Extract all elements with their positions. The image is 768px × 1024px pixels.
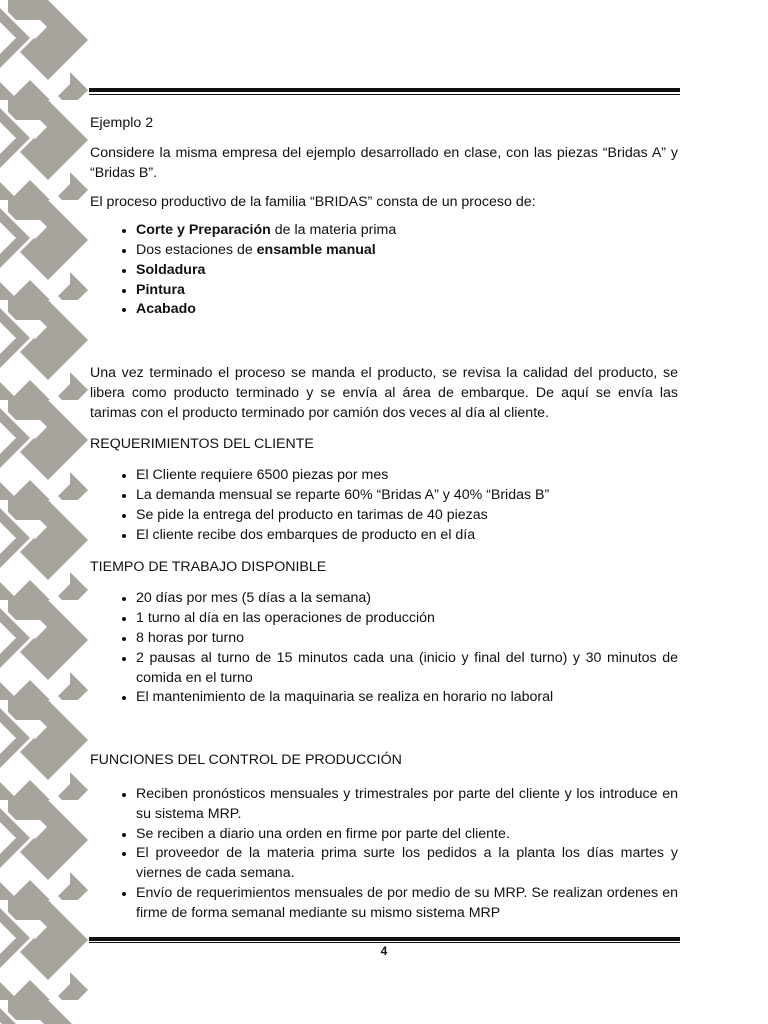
- list-item: • El mantenimiento de la maquinaria se realiza en horario no laboral: [136, 688, 678, 708]
- list-item: • 20 días por mes (5 días a la semana): [136, 589, 678, 609]
- list-item-text: Dos estaciones de: [136, 241, 257, 258]
- list-item: • Reciben pronósticos mensuales y trimestrales por parte del cliente y los introduce en su sistema MRP.: [136, 785, 678, 825]
- intro-paragraph: Considere la misma empresa del ejemplo desarrollado en clase, con las piezas “Bridas A” y “Bridas B”.: [90, 144, 678, 181]
- page-number: 4: [380, 944, 388, 958]
- header-rule-thick: [89, 88, 680, 92]
- decorative-greek-key-border: [0, 0, 92, 1024]
- bold-term: Soldadura: [136, 261, 206, 278]
- list-item: • Se pide la entrega del producto en tarimas de 40 piezas: [136, 506, 678, 526]
- process-intro: El proceso productivo de la familia “BRIDAS” consta de un proceso de:: [90, 194, 536, 211]
- list-item: • Envío de requerimientos mensuales de por medio de su MRP. Se realizan ordenes en firme de forma semanal mediante su mismo sistema MRP: [136, 884, 678, 924]
- section-title: FUNCIONES DEL CONTROL DE PRODUCCIÓN: [90, 752, 402, 769]
- footer-rule-thick: [89, 937, 680, 941]
- section-title: TIEMPO DE TRABAJO DISPONIBLE: [90, 558, 327, 575]
- list-item: • 2 pausas al turno de 15 minutos cada una (inicio y final del turno) y 30 minutos de comida en el turno: [136, 649, 678, 689]
- bold-term: ensamble manual: [256, 241, 376, 258]
- process-list: [90, 221, 678, 320]
- bold-term: Corte y Preparación: [136, 222, 271, 239]
- list-item: [136, 261, 678, 281]
- header-rule-thin: [89, 94, 680, 95]
- list-item: • El Cliente requiere 6500 piezas por mes: [136, 466, 678, 486]
- list-item: [136, 300, 678, 320]
- section-title: REQUERIMIENTOS DEL CLIENTE: [90, 435, 314, 452]
- closing-paragraph: Una vez terminado el proceso se manda el producto, se revisa la calidad del producto, se libera como producto terminado y se envía al área de embarque. De aquí se envía las tarimas con el producto terminado por camión dos veces al día al cliente.: [90, 365, 678, 421]
- list-item: [136, 281, 678, 301]
- list-item-text: de la materia prima: [270, 222, 397, 239]
- list-item: [136, 241, 678, 261]
- work-time-list: [90, 589, 678, 708]
- list-item: • El cliente recibe dos embarques de producto en el día: [136, 526, 678, 546]
- document-body: [90, 114, 678, 924]
- list-item: • Se reciben a diario una orden en firme por parte del cliente.: [136, 825, 678, 845]
- footer-rule-thin: [89, 942, 680, 943]
- production-control-list: [90, 785, 678, 924]
- bold-term: Acabado: [136, 301, 196, 318]
- example-heading: Ejemplo 2: [90, 115, 154, 131]
- list-item: • 1 turno al día en las operaciones de producción: [136, 609, 678, 629]
- list-item: • La demanda mensual se reparte 60% “Bridas A” y 40% “Bridas B”: [136, 486, 678, 506]
- list-item: • El proveedor de la materia prima surte los pedidos a la planta los días martes y viernes de cada semana.: [136, 844, 678, 884]
- list-item: [136, 221, 678, 241]
- list-item: • 8 horas por turno: [136, 629, 678, 649]
- bold-term: Pintura: [136, 281, 185, 298]
- client-requirements-list: [90, 466, 678, 545]
